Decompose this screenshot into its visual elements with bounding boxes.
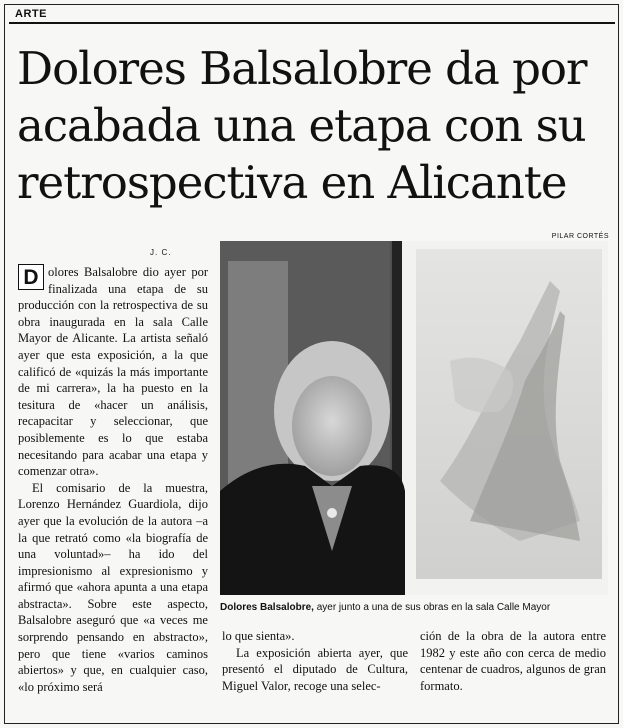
paragraph-3: La exposición abierta ayer, que presentó el diputado de Cultura, Miguel Valor, recoge una selec- xyxy=(222,645,408,693)
drop-cap: D xyxy=(18,264,44,290)
photo-caption xyxy=(220,601,615,614)
section-label: ARTE xyxy=(15,8,47,20)
paragraph-3-continued: ción de la obra de la autora entre 1982 y este año con cerca de medio centenar de cuadros, algunos de gran formato. xyxy=(420,629,606,693)
caption-text: ayer junto a una de sus obras en la sala Calle Mayor xyxy=(313,602,551,613)
photo xyxy=(220,241,608,595)
caption-name: Dolores Balsalobre, xyxy=(220,602,314,613)
article-column-1 xyxy=(18,264,208,695)
section-bar xyxy=(9,7,615,24)
paragraph-2: El comisario de la muestra, Lorenzo Hernández Guardiola, dijo ayer que la evolución de la autora –a la que retrató como «la biografía de una voluntad»– ha ido del impresionismo al expresionismo y afirmó que «ahora apunta a una etapa abstracta». Sobre este aspecto, Balsalobre aseguró que «a veces me sorprendo pensando en abstracto», pero que tiene «varios caminos abiertos» y que, en cualquier caso, «lo próximo será xyxy=(18,480,208,694)
article-column-3 xyxy=(420,628,606,694)
article-column-2 xyxy=(222,628,408,694)
byline: J. C. xyxy=(150,248,172,257)
headline: Dolores Balsalobre da por acabada una etapa con su retrospectiva en Alicante xyxy=(17,42,587,209)
photo-credit: PILAR CORTÉS xyxy=(551,233,609,240)
paragraph-2-continued: lo que sienta». xyxy=(222,629,295,643)
photo-illustration xyxy=(220,241,608,595)
paragraph-1: olores Balsalobre dio ayer por finalizada una etapa de su producción con la retrospectiva de su obra inaugurada en la sala Calle Mayor de Alicante. La artista señaló ayer que esta exposición, a la que calificó de «quizás la más importante de mi carrera», la ha puesto en la tesitura de «hacer un análisis, recapacitar y seleccionar, que posiblemente es lo que estaba necesitando para acabar una etapa y comenzar otra». xyxy=(18,265,208,479)
